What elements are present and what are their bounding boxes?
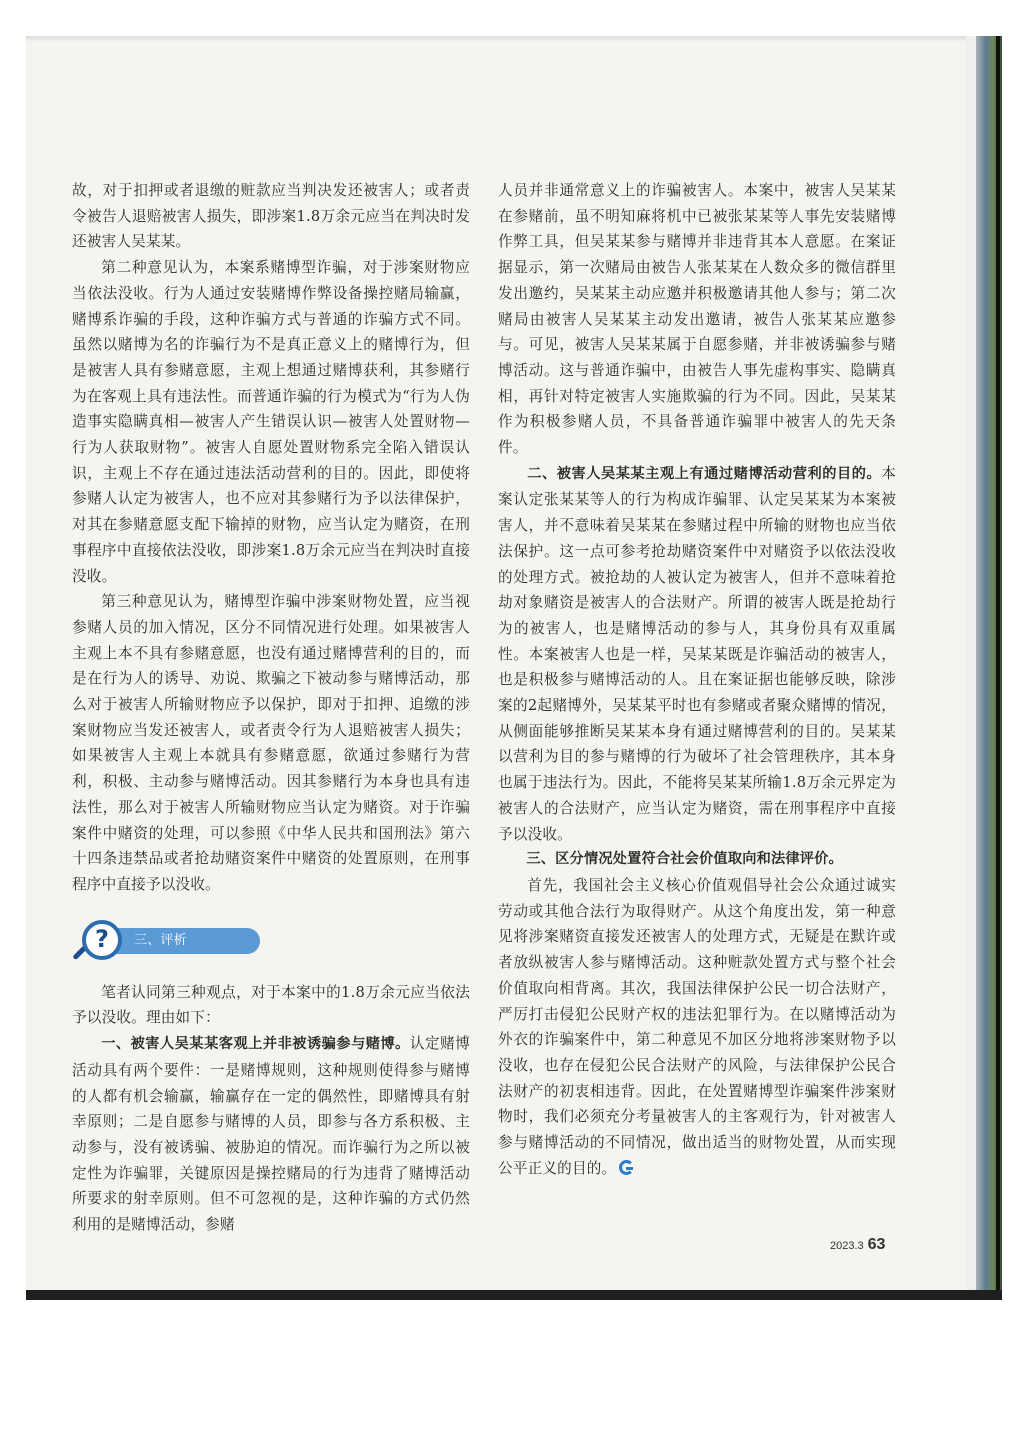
point-three-text: 首先，我国社会主义核心价值观倡导社会公众通过诚实劳动或其他合法行为取得财产。从这个角度出发，第一种意见将涉案赌资直接发还被害人的处理方式，无疑是在默许或者放纵被害人参与赌博活动。这种赃款处置方式与整个社会价值取向相背离。其次，我国法律保护公民一切合法财产，严厉打击侵犯公民财产权的违法犯罪行为。在以赌博活动为外衣的诈骗案件中，第二种意见不加区分地将涉案财物予以没收，也存在侵犯公民合法财产的风险，与法律保护公民合法财产的初衷相违背。因此，在处置赌博型诈骗案件涉案财物时，我们必须充分考量被害人的主客观行为，针对被害人参与赌博活动的不同情况，做出适当的财物处置，从而实现公平正义的目的。	[498, 876, 896, 1177]
point-one-text: 认定赌博活动具有两个要件：一是赌博规则，这种规则使得参与赌博的人都有机会输赢，输赢存在一定的偶然性，即赌博具有射幸原则；二是自愿参与赌博的人员，即参与各方系积极、主动参与，没有被诱骗、被胁迫的情况。而诈骗行为之所以被定性为诈骗罪，关键原因是操控赌局的行为违背了赌博活动所要求的射幸原则。但不可忽视的是，这种诈骗的方式仍然利用的是赌博活动，参赌	[72, 1035, 471, 1234]
paragraph-analysis-intro: 笔者认同第三种观点，对于本案中的1.8万余元应当依法予以没收。理由如下：	[72, 983, 470, 1027]
right-column	[498, 178, 896, 1181]
paragraph-point-two	[498, 461, 896, 848]
end-mark-logo-icon	[619, 1160, 634, 1175]
right-page-edge-highlight	[966, 36, 976, 1298]
scan-top-shadow	[26, 36, 1002, 42]
heading-point-three: 三、区分情况处置符合社会价值取向和法律评价。	[526, 851, 843, 868]
paragraph-point-one	[72, 1031, 470, 1238]
issue-date: 2023.3	[830, 1240, 864, 1252]
question-mark-icon: ?	[82, 920, 122, 960]
paragraph-third-opinion: 第三种意见认为，赌博型诈骗中涉案财物处置，应当视参赌人员的加入情况，区分不同情况进行处理。如果被害人主观上本不具有参赌意愿，也没有通过赌博营利的目的，而是在行为人的诱导、劝说、欺骗之下被动参与赌博活动，那么对于被害人所输财物应予以保护，即对于扣押、追缴的涉案财物应当发还被害人，或者责令行为人退赔被害人损失；如果被害人主观上本就具有参赌意愿，欲通过参赌行为营利，积极、主动参与赌博活动。因其参赌行为本身也具有违法性，那么对于被害人所输财物应当认定为赌资。对于诈骗案件中赌资的处理，可以参照《中华人民共和国刑法》第六十四条违禁品或者抢劫赌资案件中赌资的处置原则，在刑事程序中直接予以没收。	[72, 593, 470, 893]
scan-bottom-edge	[26, 1290, 1002, 1300]
paragraph-point-three	[498, 873, 896, 1181]
heading-point-one: 一、被害人吴某某客观上并非被诱骗参与赌博。	[101, 1036, 410, 1053]
section-badge	[72, 918, 470, 972]
paragraph-continuation-right: 人员并非通常意义上的诈骗被害人。本案中，被害人吴某某在参赌前，虽不明知麻将机中已被张某某等人事先安装赌博作弊工具，但吴某某参与赌博并非违背其本人意愿。在案证据显示，第一次赌局由被告人张某某在人数众多的微信群里发出邀约，吴某某主动应邀并积极邀请其他人参与；第二次赌局由被害人吴某某主动发出邀请，被告人张某某应邀参与。可见，被害人吴某某属于自愿参赌，并非被诱骗参与赌博活动。这与普通诈骗中，由被告人事先虚构事实、隐瞒真相，再针对特定被害人实施欺骗的行为不同。因此，吴某某作为积极参赌人员，不具备普通诈骗罪中被害人的先天条件。	[498, 182, 896, 457]
section-title: 三、评析	[110, 928, 260, 954]
heading-point-two: 二、被害人吴某某主观上有通过赌博活动营利的目的。	[527, 465, 882, 482]
page-footer	[830, 1236, 885, 1254]
point-two-text: 本案认定张某某等人的行为构成诈骗罪、认定吴某某为本案被害人，并不意味着吴某某在参赌过程中所输的财物也应当依法保护。这一点可参考抢劫赌资案件中对赌资予以依法没收的处理方式。被抢劫的人被认定为被害人，但并不意味着抢劫对象赌资是被害人的合法财产。所谓的被害人既是抢劫行为的被害人，也是赌博活动的参与人，其身份具有双重属性。本案被害人也是一样，吴某某既是诈骗活动的被害人，也是积极参与赌博活动的人。且在案证据也能够反映，除涉案的2起赌博外，吴某某平时也有参赌或者聚众赌博的情况，从侧面能够推断吴某某本身有通过赌博营利的目的。吴某某以营利为目的参与赌博的行为破坏了社会管理秩序，其本身也属于违法行为。因此，不能将吴某某所输1.8万余元界定为被害人的合法财产，应当认定为赌资，需在刑事程序中直接予以没收。	[498, 464, 896, 843]
paragraph-continuation: 故，对于扣押或者退缴的赃款应当判决发还被害人；或者责令被告人退赔被害人损失，即涉案1.8万余元应当在判决时发还被害人吴某某。	[72, 182, 470, 251]
paragraph-second-opinion: 第二种意见认为，本案系赌博型诈骗，对于涉案财物应当依法没收。行为人通过安装赌博作弊设备操控赌局输赢，赌博系诈骗的手段，这种诈骗方式与普通的诈骗方式不同。虽然以赌博为名的诈骗行为不是真正意义上的赌博行为，但是被害人具有参赌意愿，主观上想通过赌博获利，其参赌行为在客观上具有违法性。而普通诈骗的行为模式为“行为人伪造事实隐瞒真相—被害人产生错误认识—被害人处置财物—行为人获取财物”。被害人自愿处置财物系完全陷入错误认识，主观上不存在通过违法活动营利的目的。因此，即使将参赌人认定为被害人，也不应对其参赌行为予以法律保护，对其在参赌意愿支配下输掉的财物，应当认定为赌资，在刑事程序中直接依法没收，即涉案1.8万余元应当在判决时直接没收。	[72, 259, 470, 585]
page-number: 63	[867, 1236, 886, 1253]
left-column	[72, 178, 470, 1238]
right-edge-line	[996, 36, 1000, 1298]
